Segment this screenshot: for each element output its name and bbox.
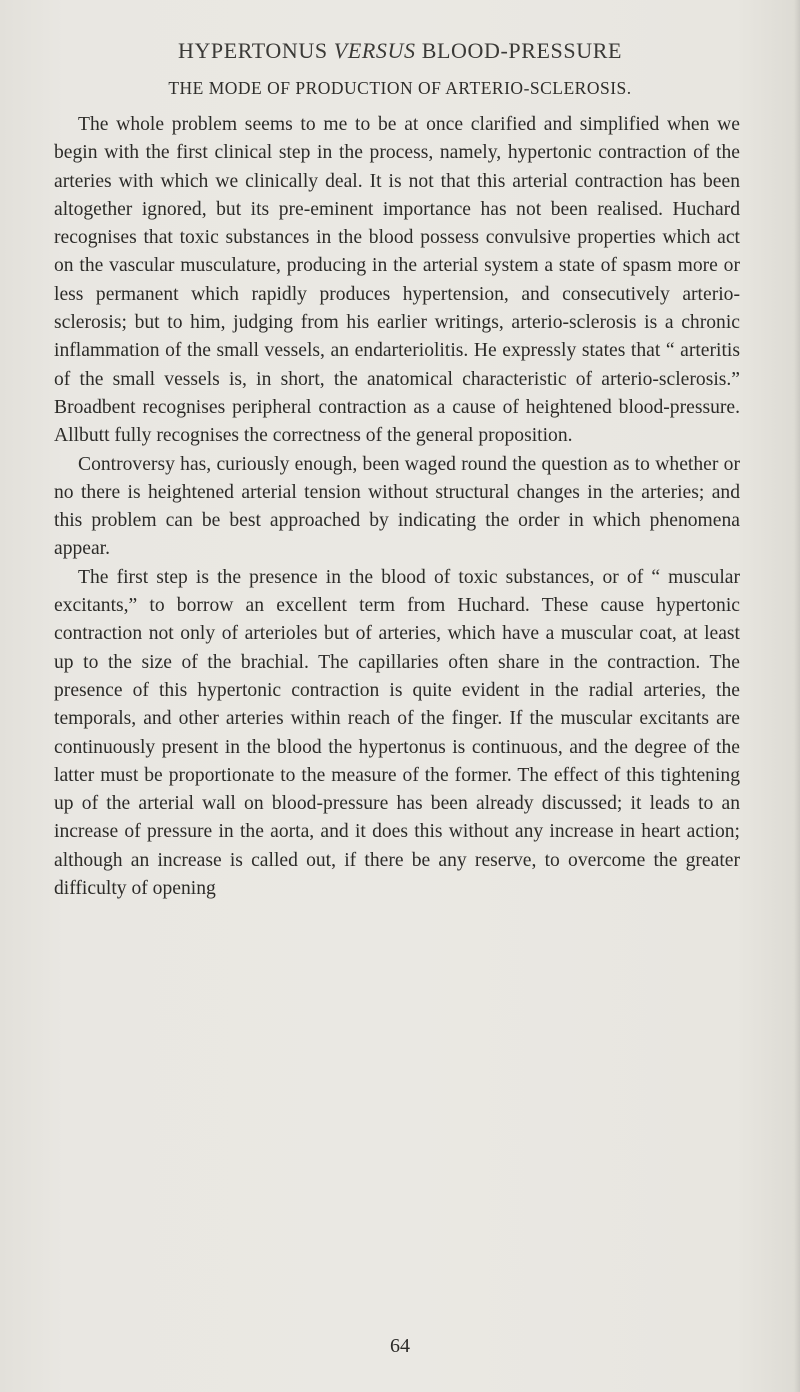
page-edge-shadow — [794, 0, 800, 1392]
running-head-part-2: BLOOD-PRESSURE — [415, 38, 623, 63]
paragraph-2: Controversy has, curiously enough, been waged round the question as to whether or no there is heightened arterial tension without structural changes in the arteries; and this problem can be best approached by indicating the order in which phenomena appear. — [54, 453, 740, 560]
paragraph-1: The whole problem seems to me to be at once clarified and simplified when we begin with the first clinical step in the process, namely, hypertonic contraction of the arteries with which we clinically deal. It is not that this arterial contraction has been altogether ignored, but its pre-eminent importance has not been realised. Huchard recognises that toxic substances in the blood possess convulsive properties which act on the vascular musculature, producing in the arterial system a state of spasm more or less permanent which rapidly produces hypertension, and consecutively arterio-sclerosis; but to him, judging from his earlier writings, arterio-sclerosis is a chronic inflammation of the small vessels, an endarteriolitis. He expressly states that “ arteritis of the small vessels is, in short, the anatomical characteristic of arterio-sclerosis.” Broadbent recognises peripheral contraction as a cause of heightened blood-pressure. Allbutt fully recognises the correctness of the general proposition. — [54, 114, 740, 447]
section-title: THE MODE OF PRODUCTION OF ARTERIO-SCLEROSIS. — [168, 78, 632, 98]
running-head-part-1: HYPERTONUS — [177, 38, 334, 63]
body-text — [54, 111, 740, 903]
paragraph-3: The first step is the presence in the blood of toxic substances, or of “ muscular excitants,” to borrow an excellent term from Huchard. These cause hypertonic contraction not only of arterioles but of arteries, which have a muscular coat, at least up to the size of the brachial. The capillaries often share in the contraction. The presence of this hypertonic contraction is quite evident in the radial arteries, the temporals, and other arteries within reach of the finger. If the muscular excitants are continuously present in the blood the hypertonus is continuous, and the degree of the latter must be proportionate to the measure of the former. The effect of this tightening up of the arterial wall on blood-pressure has been already discussed; it leads to an increase of pressure in the aorta, and it does this without any increase in heart action; although an increase is called out, if there be any reserve, to overcome the greater difficulty of opening — [54, 566, 740, 900]
running-head-italic: VERSUS — [333, 38, 416, 63]
page-number: 64 — [390, 1335, 410, 1357]
running-head — [0, 38, 800, 64]
